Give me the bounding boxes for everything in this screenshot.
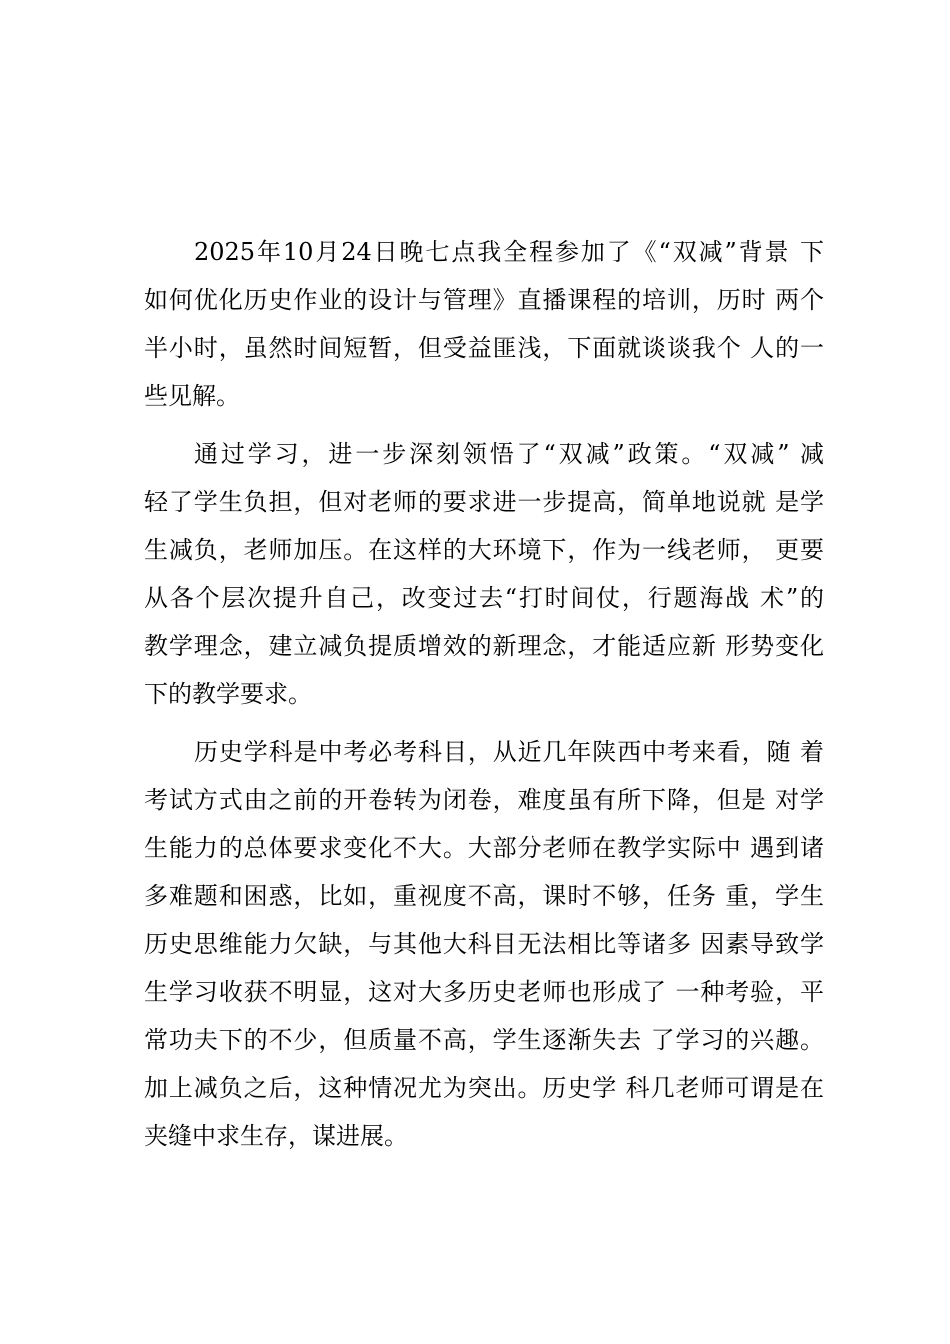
paragraph-line: 夹缝中求生存，谋进展。 (144, 1122, 408, 1150)
paragraph-line: 轻了学生负担，但对老师的要求进一步提高，简单地说就 是学 (144, 488, 824, 516)
paragraph-line: 常功夫下的不少，但质量不高，学生逐渐失去 了学习的兴趣。 (144, 1026, 824, 1054)
paragraph-line: 生减负，老师加压。在这样的大环境下，作为一线老师， 更要 (144, 536, 824, 564)
paragraph-2 (144, 430, 824, 718)
paragraph-1 (144, 228, 824, 420)
document-body (144, 228, 824, 1160)
paragraph-line: 生能力的总体要求变化不大。大部分老师在教学实际中 遇到诸 (144, 834, 824, 862)
paragraph-line: 从各个层次提升自己，改变过去“打时间仗，行题海战 术”的 (144, 584, 824, 612)
paragraph-line: 通过学习，进一步深刻领悟了“双减”政策。“双减” 减 (194, 440, 824, 468)
paragraph-line: 下的教学要求。 (144, 680, 312, 708)
paragraph-line: 历史思维能力欠缺，与其他大科目无法相比等诸多 因素导致学 (144, 930, 824, 958)
paragraph-line: 半小时，虽然时间短暂，但受益匪浅，下面就谈谈我个 人的一 (144, 334, 824, 362)
paragraph-line: 加上减负之后，这种情况尤为突出。历史学 科几老师可谓是在 (144, 1074, 824, 1102)
paragraph-line: 生学习收获不明显，这对大多历史老师也形成了 一种考验，平 (144, 978, 824, 1006)
paragraph-line: 教学理念，建立减负提质增效的新理念，才能适应新 形势变化 (144, 632, 824, 660)
paragraph-line: 2025年10月24日晚七点我全程参加了《“双减”背景 下 (194, 238, 824, 266)
paragraph-line: 些见解。 (144, 382, 240, 410)
paragraph-line: 多难题和困惑，比如，重视度不高，课时不够，任务 重，学生 (144, 882, 824, 910)
paragraph-line: 如何优化历史作业的设计与管理》直播课程的培训，历时 两个 (144, 286, 824, 314)
paragraph-3 (144, 728, 824, 1160)
paragraph-line: 考试方式由之前的开卷转为闭卷，难度虽有所下降，但是 对学 (144, 786, 824, 814)
paragraph-line: 历史学科是中考必考科目，从近几年陕西中考来看，随 着 (194, 738, 824, 766)
